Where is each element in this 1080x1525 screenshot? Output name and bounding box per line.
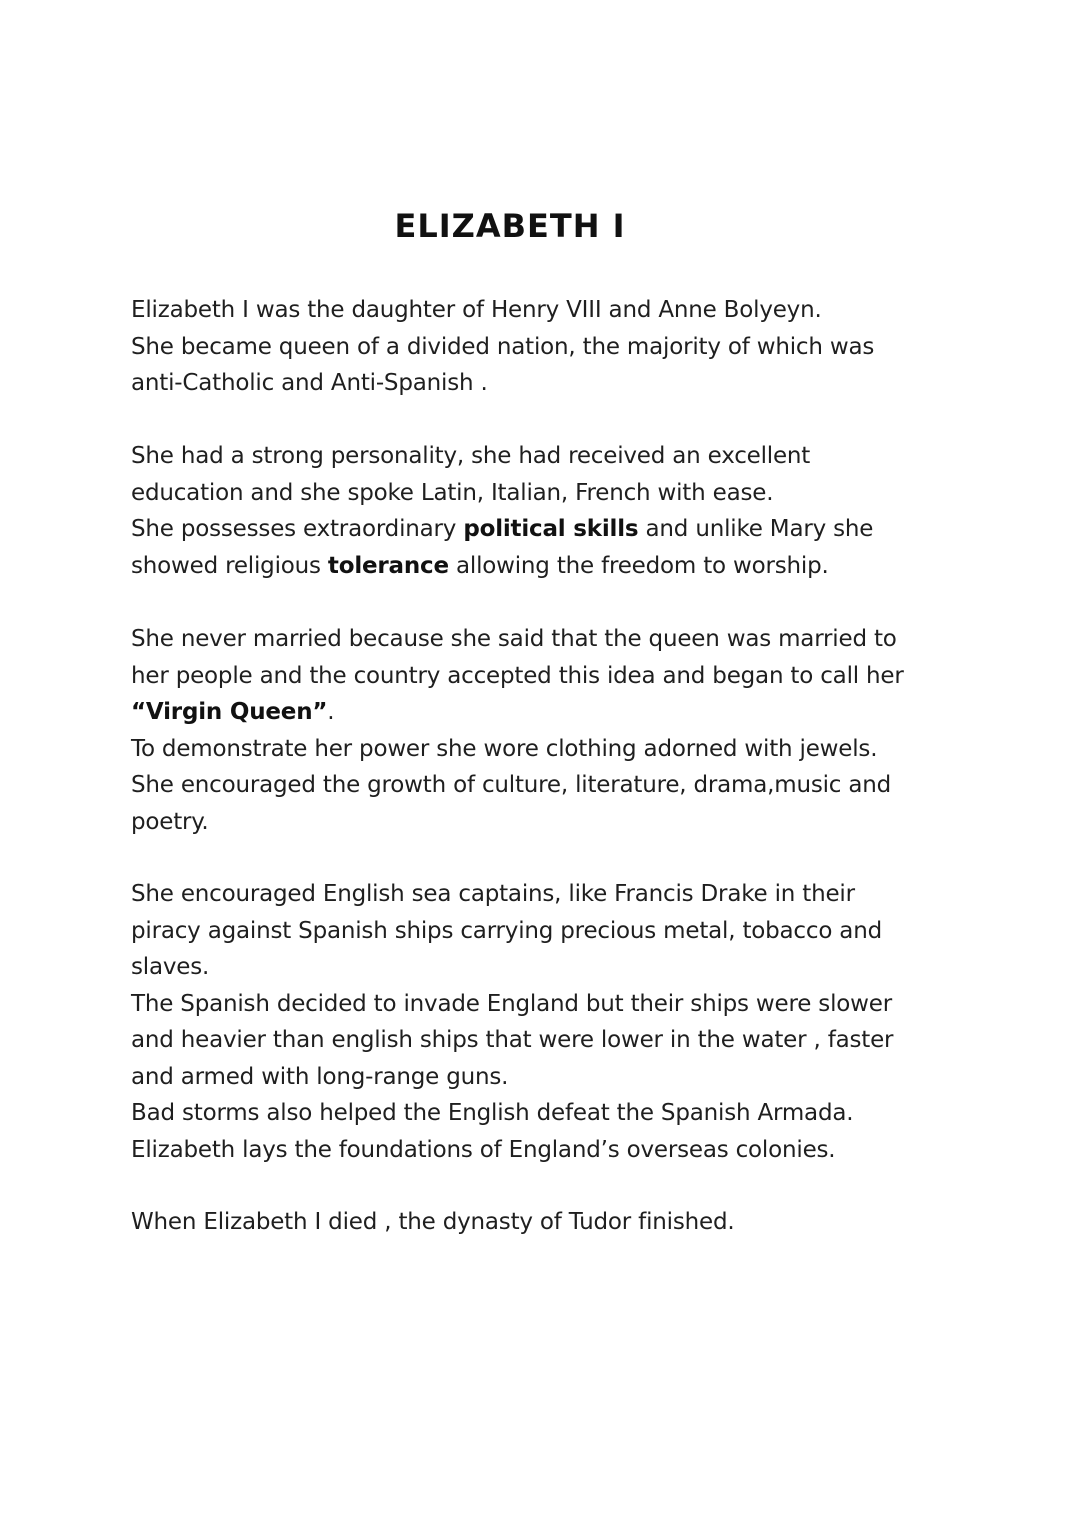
text-segment: showed religious	[131, 552, 328, 579]
text-line: She became queen of a divided nation, the majority of which was	[131, 333, 875, 360]
text-line: poetry.	[131, 808, 209, 835]
paragraph-armada	[131, 876, 971, 1168]
text-line: To demonstrate her power she wore clothing adorned with jewels.	[131, 735, 878, 762]
text-line: her people and the country accepted this idea and began to call her	[131, 662, 904, 689]
text-line	[131, 694, 971, 731]
text-segment: allowing the freedom to worship.	[448, 552, 829, 579]
bold-term-tolerance: tolerance	[327, 552, 449, 579]
text-line: When Elizabeth I died , the dynasty of Tudor finished.	[131, 1209, 735, 1235]
text-line: slaves.	[131, 954, 210, 980]
text-line: Elizabeth lays the foundations of England’s overseas colonies.	[131, 1136, 836, 1163]
bold-term-virgin-queen: “Virgin Queen”	[131, 699, 328, 725]
text-line: She never married because she said that the queen was married to	[131, 626, 897, 652]
text-line: education and she spoke Latin, Italian, French with ease.	[131, 479, 774, 506]
text-segment: .	[327, 699, 335, 725]
text-line: She encouraged English sea captains, like Francis Drake in their	[131, 881, 855, 907]
text-line: The Spanish decided to invade England but their ships were slower	[131, 990, 892, 1017]
bold-term-political-skills: political skills	[463, 516, 639, 542]
text-segment: She possesses extraordinary	[131, 516, 464, 542]
page-title: ELIZABETH I	[394, 207, 626, 245]
text-line: anti-Catholic and Anti-Spanish .	[131, 370, 488, 396]
text-line	[131, 548, 971, 585]
text-line	[131, 511, 971, 548]
text-line: and heavier than english ships that were lower in the water , faster	[131, 1027, 894, 1053]
text-line: and armed with long-range guns.	[131, 1063, 509, 1090]
text-line: Bad storms also helped the English defeat the Spanish Armada.	[131, 1100, 854, 1126]
text-line: piracy against Spanish ships carrying precious metal, tobacco and	[131, 917, 882, 944]
paragraph-personality	[131, 438, 971, 584]
text-segment: and unlike Mary she	[638, 516, 874, 542]
paragraph-parentage	[131, 292, 971, 402]
paragraph-virgin-queen	[131, 621, 971, 840]
text-line: Elizabeth I was the daughter of Henry VIII and Anne Bolyeyn.	[131, 297, 822, 323]
text-line: She had a strong personality, she had received an excellent	[131, 443, 811, 469]
text-line: She encouraged the growth of culture, literature, drama,music and	[131, 772, 892, 798]
paragraph-conclusion	[131, 1204, 971, 1241]
